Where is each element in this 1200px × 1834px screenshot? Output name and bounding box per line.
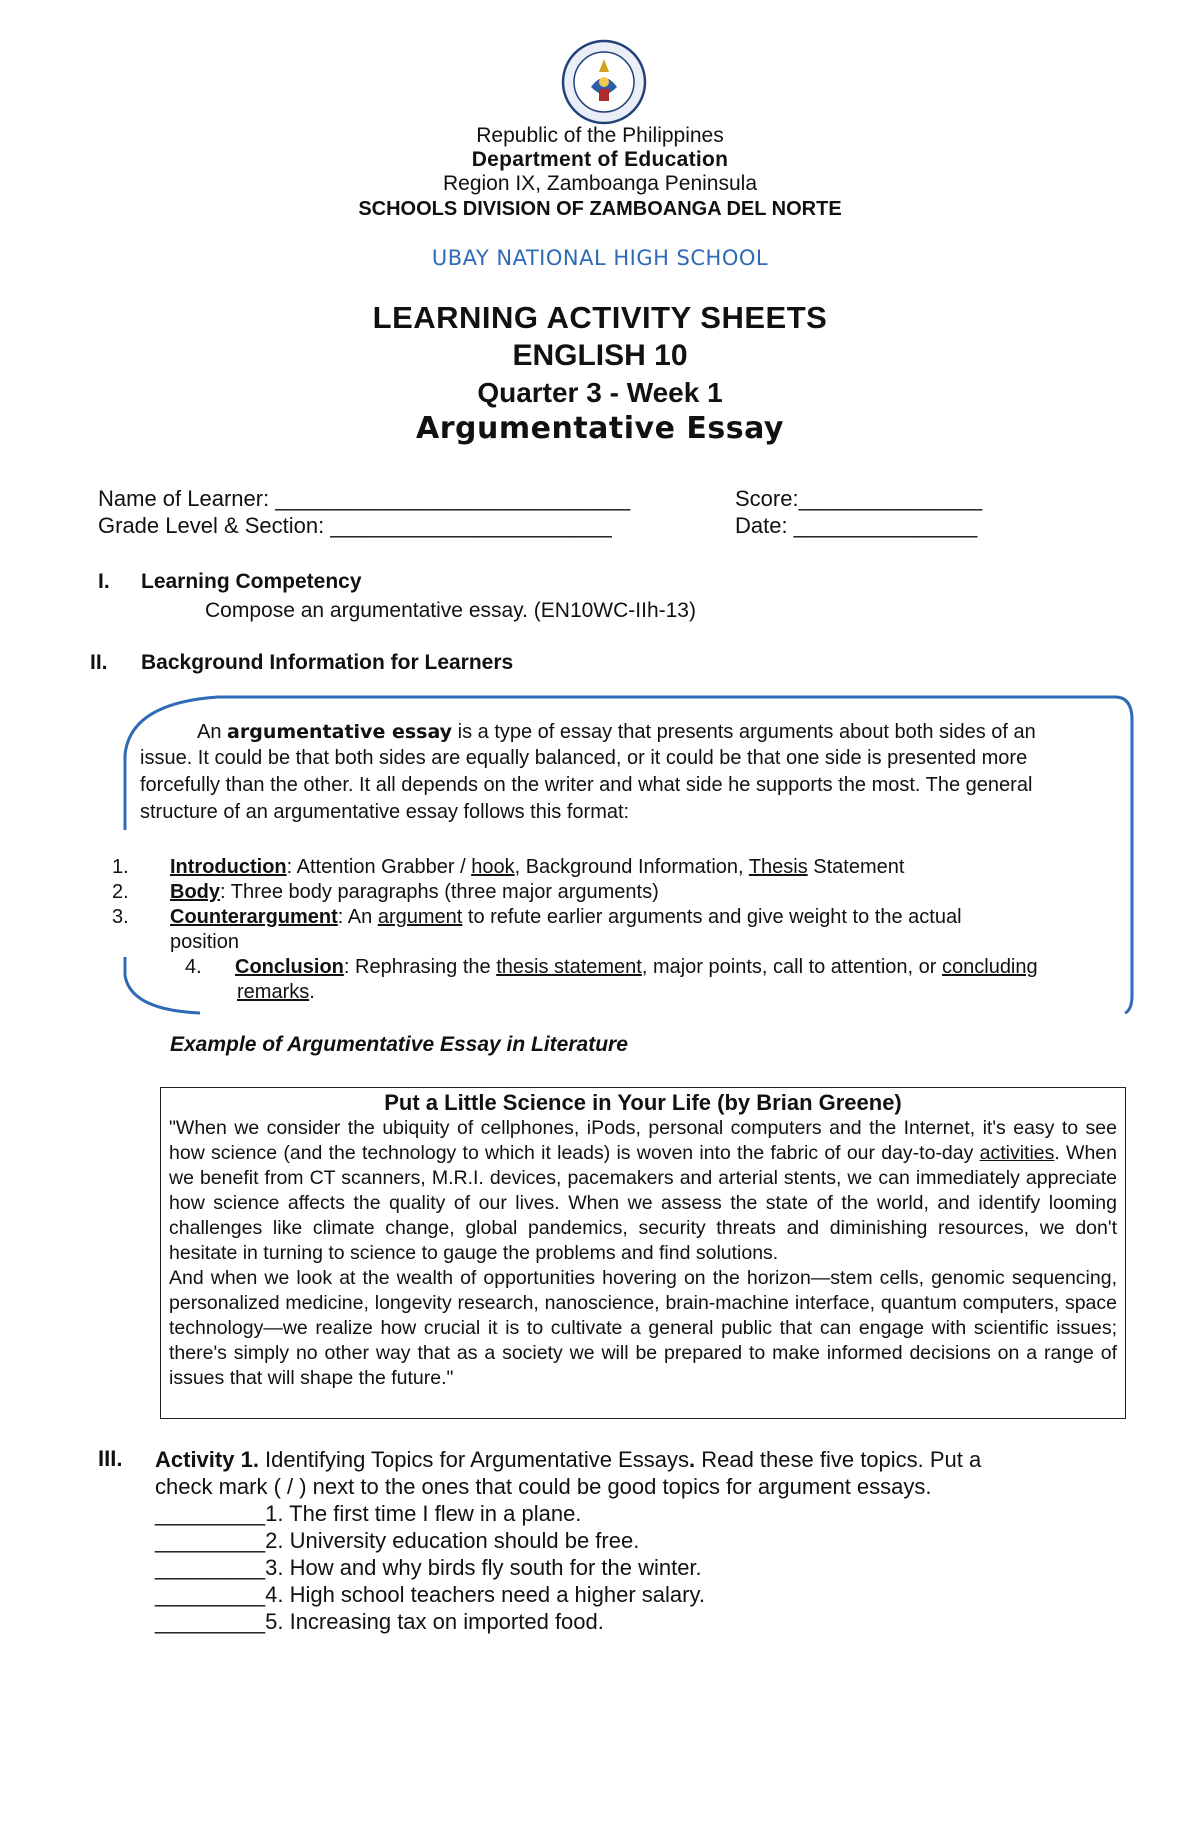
structure-item-4-cont [237,980,315,1005]
item-term: Body [170,881,220,903]
section-1-heading: Learning Competency [141,570,362,593]
learning-competency-text: Compose an argumentative essay. (EN10WC-IIh-13) [205,599,696,622]
example-essay-paragraph-2: And when we look at the wealth of opportunities hovering on the horizon—stem cells, genomic sequencing, personalized medicine, longevity research, nanoscience, brain-machine interface, quantum computers, space technology—we realize how crucial it is to cultivate a general public that can engage with scientific issues; there's simply no other way that as a society we will be prepared to make informed decisions on a range of issues that will shape the future." [169,1267,1117,1389]
republic-line: Republic of the Philippines [476,124,724,147]
structure-item-4 [185,955,202,980]
item-term: Counterargument [170,906,338,928]
structure-item-1 [112,855,129,880]
activity-instr-a: Read these five topics. Put a [695,1447,982,1472]
title-learning-activity-sheets: LEARNING ACTIVITY SHEETS [372,300,828,335]
activity-1-instructions [155,1446,1075,1473]
essay-underlined: activities [979,1142,1055,1164]
item-text: , major points, call to attention, or [641,956,942,978]
item-term: Conclusion [235,956,344,978]
structure-item-2-text [170,880,659,905]
essay-text: "When we consider the ubiquity of cellphones, iPods, personal computers and the Internet, it's easy to see how science (and the technology to which it leads) is woven into the fabric of our day-to-day [169,1117,1117,1164]
example-essay-box [160,1087,1126,1419]
essay-text: . When we benefit from CT scanners, M.R.I. devices, pacemakers and arterial stents, we can immediately appreciate how science affects the quality of our lives. When we assess the state of the world, and identify looming challenges like climate change, global pandemics, security threats and diminishing resources, we don't hesitate in turning to science to gauge the problems and find solutions. [169,1142,1118,1264]
activity-1-instructions-line2: check mark ( / ) next to the ones that could be good topics for argument essays. [155,1474,932,1499]
item-text: : Rephrasing the [343,956,497,978]
section-2-heading: Background Information for Learners [141,651,514,674]
item-number: 1. [112,856,129,878]
structure-item-2 [112,880,129,905]
item-text: . [309,981,315,1003]
item-text: to refute earlier arguments and give weight to the actual [462,906,962,928]
item-term: Introduction [170,856,287,878]
structure-item-3-text [170,905,962,930]
topic-item-4[interactable]: _________4. High school teachers need a higher salary. [155,1582,705,1607]
item-number: 4. [185,956,202,978]
intro-text-a: An [197,721,228,743]
structure-item-1-text [170,855,904,880]
background-intro-line3: forcefully than the other. It all depends on the writer and what side he supports the most. The general [140,774,1033,796]
deped-seal-logo [561,39,647,125]
item-underlined: concluding [942,956,1038,978]
structure-item-3-cont: position [170,931,239,953]
item-underlined: argument [377,906,463,928]
school-name: UBAY NATIONAL HIGH SCHOOL [431,246,769,270]
department-line: Department of Education [471,148,729,171]
item-text: : An [337,906,378,928]
topic-item-3[interactable]: _________3. How and why birds fly south for the winter. [155,1555,702,1580]
item-underlined: remarks [237,981,310,1003]
item-underlined: Thesis [748,856,808,878]
grade-section-field[interactable]: Grade Level & Section: _______________________ [98,513,612,538]
date-field[interactable]: Date: _______________ [735,513,978,538]
item-text: : Attention Grabber / [286,856,472,878]
name-of-learner-field[interactable]: Name of Learner: _____________________________ [98,486,631,511]
intro-bold-term: argumentative essay [227,721,453,743]
item-text: Statement [807,856,905,878]
example-heading: Example of Argumentative Essay in Literature [170,1033,628,1056]
structure-item-3 [112,905,129,930]
item-text: : Three body paragraphs (three major arguments) [220,881,659,903]
title-topic: Argumentative Essay [416,411,784,446]
background-intro-line4: structure of an argumentative essay follows this format: [140,801,630,823]
title-subject: ENGLISH 10 [512,339,688,372]
background-intro-line1 [197,720,1036,745]
activity-dot: . [688,1447,696,1472]
topic-item-2[interactable]: _________2. University education should be free. [155,1528,640,1553]
activity-title: Identifying Topics for Argumentative Essays [258,1447,689,1472]
region-line: Region IX, Zamboanga Peninsula [442,172,758,195]
item-underlined: thesis statement [496,956,642,978]
item-number: 2. [112,881,129,903]
activity-label: Activity 1. [155,1447,259,1472]
division-line: SCHOOLS DIVISION OF ZAMBOANGA DEL NORTE [358,198,842,220]
example-essay-title: Put a Little Science in Your Life (by Brian Greene) [384,1090,902,1115]
item-text: , Background Information, [514,856,749,878]
title-quarter-week: Quarter 3 - Week 1 [477,377,723,408]
example-essay-paragraph-1 [161,1116,1125,1266]
section-1-numeral: I. [98,570,110,593]
topic-item-5[interactable]: _________5. Increasing tax on imported food. [155,1609,604,1634]
background-intro-line2: issue. It could be that both sides are equally balanced, or it could be that one side is presented more [140,747,1028,769]
item-number: 3. [112,906,129,928]
topic-item-1[interactable]: _________1. The first time I flew in a plane. [155,1501,582,1526]
section-2-numeral: II. [90,651,108,674]
section-3-numeral: III. [98,1446,123,1471]
item-underlined: hook [471,856,515,878]
score-field[interactable]: Score:_______________ [735,486,983,511]
structure-item-4-text [235,955,1038,980]
intro-text-b: is a type of essay that presents arguments about both sides of an [452,721,1036,743]
